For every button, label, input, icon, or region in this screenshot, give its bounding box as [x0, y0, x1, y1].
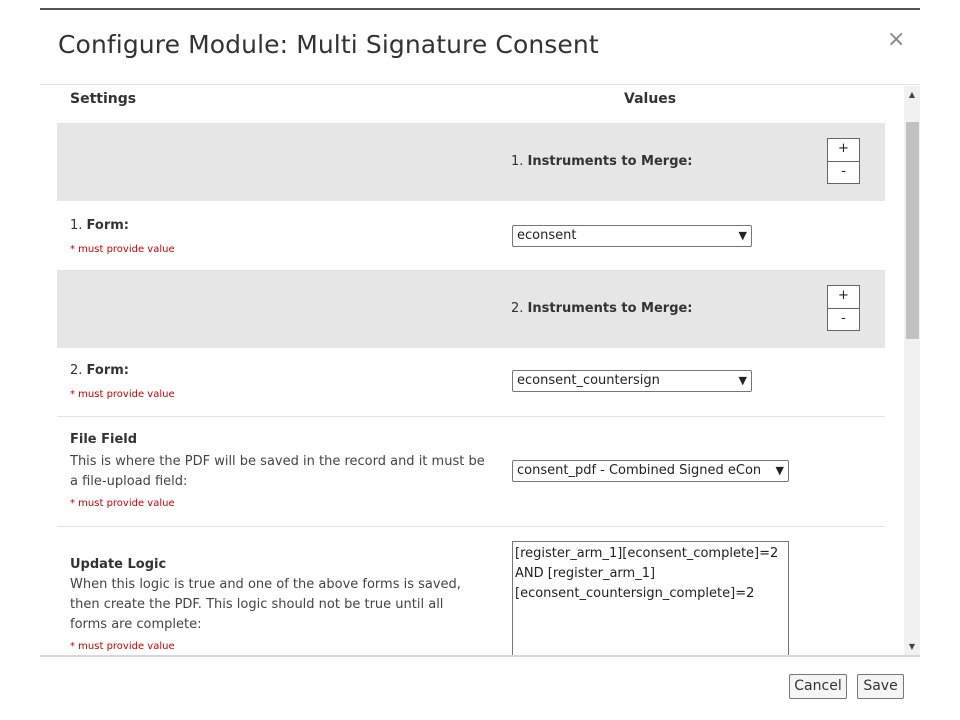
- update-logic-row: [57, 527, 885, 655]
- remove-instrument-button[interactable]: -: [828, 161, 859, 183]
- chevron-down-icon: ▼: [738, 229, 747, 242]
- merge-group-row-2: [57, 271, 885, 348]
- required-note: * must provide value: [70, 641, 175, 652]
- merge-group-label-2: 2. Instruments to Merge:: [511, 301, 693, 316]
- form-select-2[interactable]: [512, 370, 752, 392]
- modal-footer-divider: [40, 655, 920, 657]
- settings-header: Settings: [70, 91, 137, 107]
- scroll-up-arrow-icon[interactable]: ▲: [908, 90, 916, 99]
- form-row-1: [57, 201, 885, 271]
- form-select-1[interactable]: [512, 225, 752, 247]
- merge-group-label-1: 1. Instruments to Merge:: [511, 154, 693, 169]
- scroll-down-arrow-icon[interactable]: ▼: [908, 642, 916, 651]
- file-field-row: [57, 417, 885, 527]
- merge-group-row-1: [57, 123, 885, 201]
- remove-instrument-button[interactable]: -: [828, 308, 859, 330]
- save-button[interactable]: Save: [857, 674, 904, 699]
- update-logic-textarea[interactable]: [register_arm_1][econsent_complete]=2 AND [register_arm_1] [econsent_countersign_complete]=2: [512, 541, 789, 655]
- required-note: * must provide value: [70, 389, 175, 400]
- settings-table: [40, 85, 904, 655]
- file-field-select-value: consent_pdf - Combined Signed eCon: [517, 463, 762, 478]
- cancel-button[interactable]: Cancel: [789, 674, 847, 699]
- required-note: * must provide value: [70, 498, 175, 509]
- add-instrument-button[interactable]: +: [838, 141, 849, 156]
- file-field-description: This is where the PDF will be saved in the record and it must be a file-upload field:: [70, 454, 485, 489]
- add-instrument-button[interactable]: +: [838, 288, 849, 303]
- form-label-2: 2. Form:: [70, 363, 129, 378]
- form-row-2: [57, 348, 885, 417]
- vertical-scrollbar[interactable]: [904, 86, 920, 656]
- chevron-down-icon: ▼: [774, 461, 784, 481]
- page-top-border: [40, 8, 920, 10]
- form-select-1-value: econsent: [517, 228, 577, 243]
- required-note: * must provide value: [70, 244, 175, 255]
- values-header: Values: [624, 91, 677, 107]
- scrollbar-thumb[interactable]: [906, 122, 919, 339]
- merge-group-stepper-1: [827, 138, 860, 184]
- chevron-down-icon: ▼: [738, 374, 747, 387]
- modal-title: Configure Module: Multi Signature Consent: [58, 30, 599, 59]
- file-field-title: File Field: [70, 432, 138, 447]
- form-label-1: 1. Form:: [70, 218, 129, 233]
- merge-group-stepper-2: [827, 285, 860, 331]
- close-icon[interactable]: ×: [887, 27, 906, 52]
- form-select-2-value: econsent_countersign: [517, 373, 660, 388]
- update-logic-description: When this logic is true and one of the above forms is saved, then create the PDF. This logic should not be true until all forms are complete:: [70, 577, 461, 632]
- update-logic-title: Update Logic: [70, 557, 167, 572]
- file-field-select[interactable]: [512, 460, 789, 482]
